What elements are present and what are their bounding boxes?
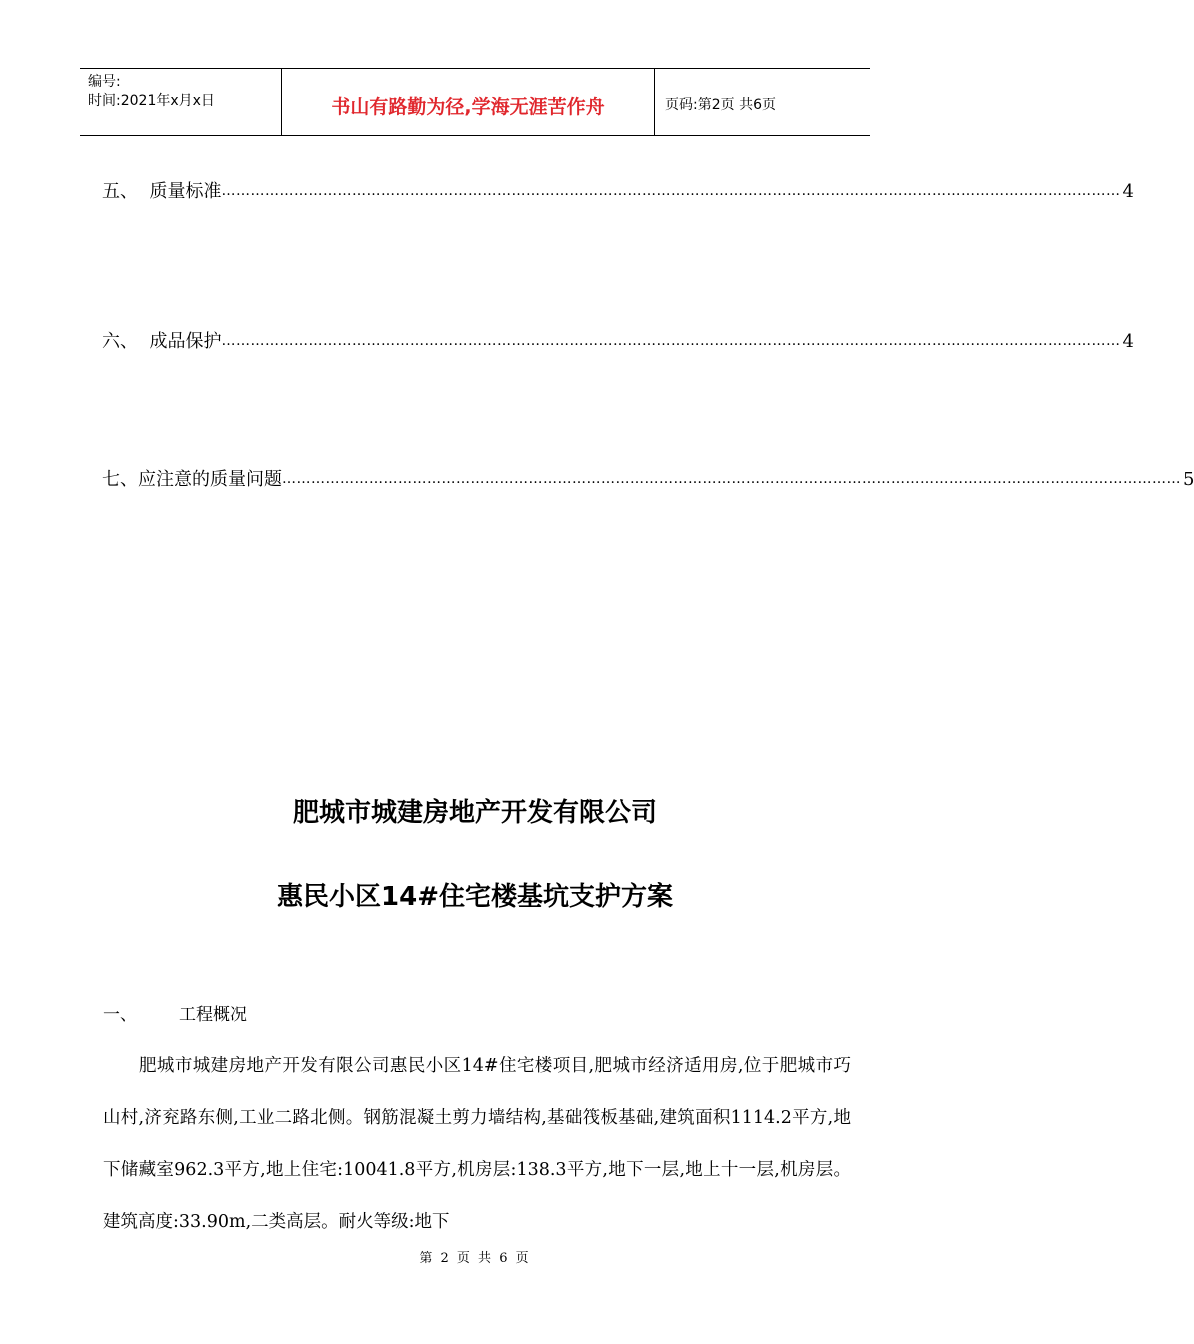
toc-number: 五、 xyxy=(102,181,150,202)
section-title: 工程概况 xyxy=(179,1005,247,1025)
toc-entry xyxy=(102,180,1134,204)
section-heading xyxy=(103,1000,247,1025)
toc-title: 质量标准 xyxy=(149,181,222,202)
toc-page: 5 xyxy=(1183,469,1194,490)
code-label: 编号: xyxy=(88,74,121,90)
toc-leader: …………………………………………………………………………………………………………………………………………………………………… xyxy=(221,333,1121,349)
toc-entry xyxy=(102,330,1134,354)
page-footer: 第 2 页 共 6 页 xyxy=(419,1251,531,1266)
time-label: 时间:2021年x月x日 xyxy=(88,93,215,109)
toc-title: 成品保护 xyxy=(149,331,222,352)
section-number: 一、 xyxy=(103,1005,137,1025)
header-motto: 书山有路勤为径,学海无涯苦作舟 xyxy=(281,69,655,135)
toc-entry xyxy=(102,468,1194,492)
header-info xyxy=(80,69,281,135)
toc-number: 六、 xyxy=(102,331,150,352)
paragraph-text: 肥城市城建房地产开发有限公司惠民小区14#住宅楼项目,肥城市经济适用房,位于肥城市巧山村,济兖路东侧,工业二路北侧。钢筋混凝土剪力墙结构,基础筏板基础,建筑面积1114.2平方,地下储藏室962.3平方,地上住宅:10041.8平方,机房层:138.3平方,地下一层,地上十一层,机房层。建筑高度:33.90m,二类高层。耐火等级:地下 xyxy=(103,1056,851,1232)
toc-page: 4 xyxy=(1122,181,1134,202)
company-title: 肥城市城建房地产开发有限公司 xyxy=(292,798,657,828)
toc-page: 4 xyxy=(1122,331,1134,352)
body-paragraph xyxy=(103,1040,851,1248)
toc-title: 应注意的质量问题 xyxy=(138,469,282,490)
toc-leader: …………………………………………………………………………………………………………………………………………………………………… xyxy=(221,183,1121,199)
header-page-label: 页码:第2页 共6页 xyxy=(665,97,776,113)
page-header xyxy=(80,68,870,136)
toc-leader: …………………………………………………………………………………………………………………………………………………………………… xyxy=(282,471,1181,487)
toc-number: 七、 xyxy=(102,469,138,490)
document-title: 惠民小区14#住宅楼基坑支护方案 xyxy=(277,882,673,912)
